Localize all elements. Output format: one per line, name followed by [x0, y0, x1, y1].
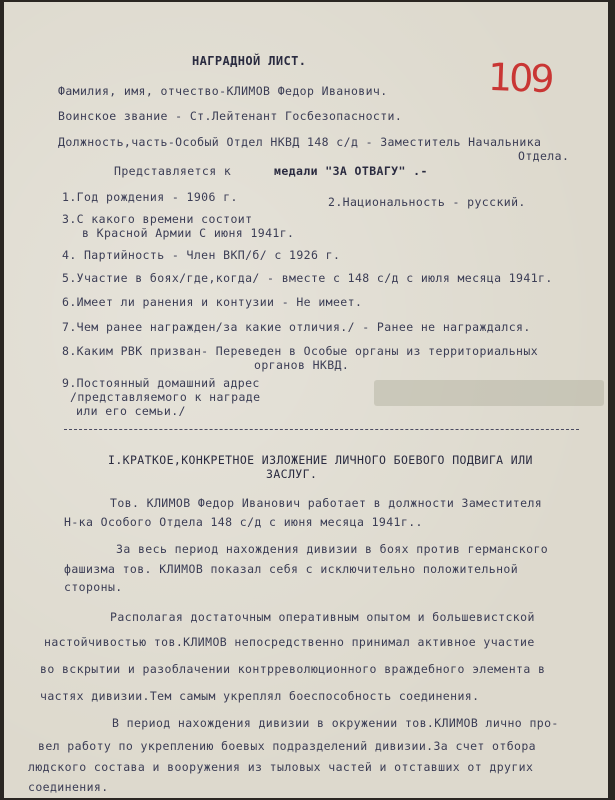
item-awards: 7.Чем ранее награжден/за какие отличия./ - Ранее не награждался. [62, 320, 531, 334]
body-line: фашизма тов. КЛИМОВ показал себя с исключительно положительной [64, 562, 519, 576]
archive-number: 109 [487, 54, 553, 102]
body-line: настойчивостью тов.КЛИМОВ непосредственно принимал активное участие [44, 635, 535, 649]
item-address: 9.Постоянный домашний адрес [62, 376, 260, 390]
field-position-cont: Отдела. [518, 149, 570, 163]
body-line: стороны. [64, 580, 123, 594]
body-line: Н-ка Особого Отдела 148 с/д с июня месяца 1941г.. [64, 515, 423, 529]
field-position: Должность,часть-Особый Отдел НКВД 148 с/д - Заместитель Начальника [58, 135, 542, 149]
body-line: во вскрытии и разоблачении контрреволюционного враждебного элемента в [40, 662, 546, 676]
item-birth-year: 1.Год рождения - 1906 г. [62, 190, 238, 204]
item-called-cont: органов НКВД. [254, 358, 350, 372]
body-line: частях дивизии.Тем самым укреплял боеспособность соединения. [40, 689, 480, 703]
body-line: вел работу по укреплению боевых подразделений дивизии.За счет отбора [38, 739, 537, 753]
body-line: Тов. КЛИМОВ Федор Иванович работает в должности Заместителя [110, 496, 543, 510]
section-divider [64, 429, 579, 430]
body-line: За весь период нахождения дивизии в боях против германского [116, 542, 549, 556]
item-party: 4. Партийность - Член ВКП/б/ с 1926 г. [62, 248, 341, 262]
item-army-since: 3.С какого времени состоит [62, 212, 253, 226]
document-sheet [4, 2, 608, 798]
item-wounds: 6.Имеет ли ранения и контузии - Не имеет. [62, 295, 363, 309]
ink-blot [374, 380, 604, 406]
section-title-cont: ЗАСЛУГ. [266, 467, 318, 481]
field-presented: Представляется к [114, 164, 232, 178]
item-nationality: 2.Национальность - русский. [328, 195, 526, 209]
body-line: соединения. [28, 780, 109, 794]
item-called: 8.Каким РВК призван- Переведен в Особые органы из территориальных [62, 344, 539, 358]
body-line: В период нахождения дивизии в окружении тов.КЛИМОВ лично про- [112, 716, 559, 730]
award-name: медали "ЗА ОТВАГУ" .- [274, 164, 428, 178]
field-fio: Фамилия, имя, отчество-КЛИМОВ Федор Иванович. [58, 84, 388, 98]
document-title: НАГРАДНОЙ ЛИСТ. [192, 54, 307, 68]
field-rank: Воинское звание - Ст.Лейтенант Госбезопасности. [58, 109, 403, 123]
item-address-cont2: или его семьи./ [76, 404, 186, 418]
section-title: I.КРАТКОЕ,КОНКРЕТНОЕ ИЗЛОЖЕНИЕ ЛИЧНОГО БОЕВОГО ПОДВИГА ИЛИ [108, 453, 533, 467]
body-line: Располагая достаточным оперативным опытом и большевистской [110, 610, 535, 624]
item-army-since-cont: в Красной Армии С июня 1941г. [82, 226, 295, 240]
item-address-cont: /представляемого к награде [70, 390, 261, 404]
item-battles: 5.Участие в боях/где,когда/ - вместе с 148 с/д с июля месяца 1941г. [62, 271, 553, 285]
body-line: людского состава и вооружения из тыловых частей и отставших от других [28, 760, 534, 774]
